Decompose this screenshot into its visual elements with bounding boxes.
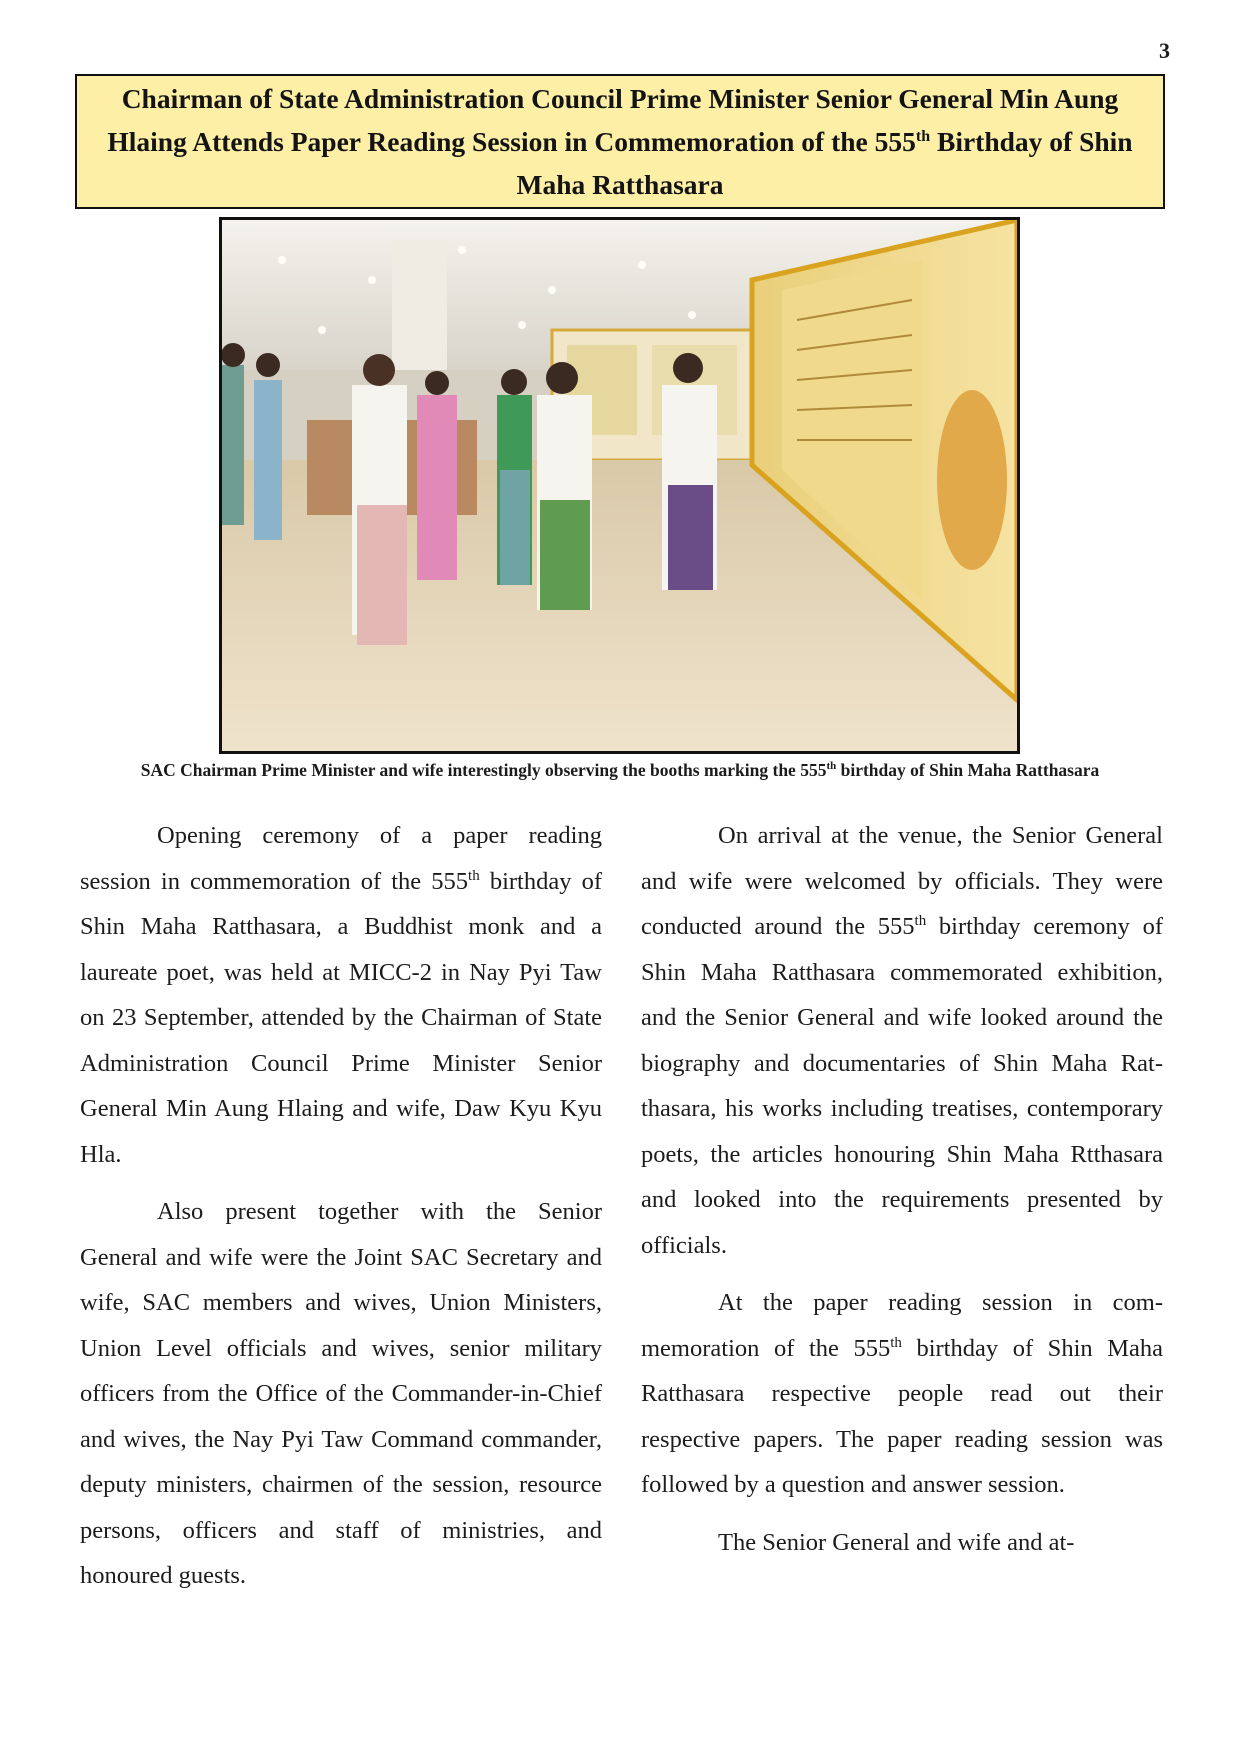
paragraph-5: The Senior General and wife and at- — [718, 1528, 1075, 1556]
paragraph-1-text-b: birthday of Shin Maha Ratthasara, a Buddhist monk and a laureate poet, was held at MICC-2 in Nay Pyi Taw on 23 September, attended by the Chairman of State Administration Council Prime Minister Senior General Min Aung Hlaing and wife, Daw Kyu Kyu Hla. — [80, 867, 602, 1168]
headline-text-1: Chairman of State Administration Council Prime Minister Senior General Min Aung Hlaing Attends Paper Reading Session in Commemoration of the 555 — [107, 83, 1119, 157]
paragraph-1-superscript: th — [468, 867, 480, 884]
exhibition-scene-image — [222, 220, 1017, 751]
page-number: 3 — [1159, 38, 1170, 63]
paragraph-4-superscript: th — [890, 1334, 902, 1351]
caption-text-2: birthday of Shin Maha Ratthasara — [836, 760, 1100, 780]
article-column-left — [80, 813, 602, 1611]
paragraph-2: Also present together with the Senior General and wife were the Joint SAC Secretary and wife, SAC members and wives, Union Ministers, Union Level officials and wives, senior military officers from the Office of the Commander-in-Chief and wives, the Nay Pyi Taw Command commander, deputy ministers, chairmen of the session, resource persons, officers and staff of ministries, and honoured guests. — [80, 1198, 602, 1589]
caption-text-1: SAC Chairman Prime Minister and wife interestingly observing the booths marking the 555 — [140, 760, 827, 780]
headline-superscript: th — [915, 127, 931, 145]
paragraph-3 — [641, 813, 1163, 1268]
photo-caption — [110, 760, 1130, 781]
paragraph-1 — [80, 813, 602, 1177]
headline-box — [75, 74, 1165, 209]
article-photo — [219, 217, 1020, 754]
headline — [89, 77, 1151, 206]
paragraph-3-superscript: th — [914, 912, 927, 929]
paragraph-4 — [641, 1280, 1163, 1508]
headline-text-2: Birthday of Shin Maha Ratthasara — [516, 126, 1133, 200]
paragraph-3-text-b: birthday ceremony of Shin Maha Ratthasara commemorated exhibition, and the Senior General and wife looked around the biography and documentaries of Shin Maha Ratthasara, his works including treatises, contemporary poets, the articles honouring Shin Maha Rtthasara and looked into the requirements presented by officials. — [641, 913, 1163, 1259]
paragraph-1-text-a: Opening ceremony of a paper reading session in commemoration of the 555 — [80, 822, 602, 895]
article-column-right — [641, 813, 1163, 1577]
paragraph-4-text-a: At the paper reading session in commemoration of the 555 — [641, 1289, 1163, 1362]
paragraph-4-text-b: birthday of Shin Maha Ratthasara respective people read out their respective papers. The paper reading session was followed by a question and answer session. — [641, 1334, 1163, 1498]
paragraph-3-text-a: On arrival at the venue, the Senior General and wife were welcomed by officials. They were conducted around the 555 — [641, 822, 1163, 940]
caption-superscript: th — [826, 760, 837, 773]
